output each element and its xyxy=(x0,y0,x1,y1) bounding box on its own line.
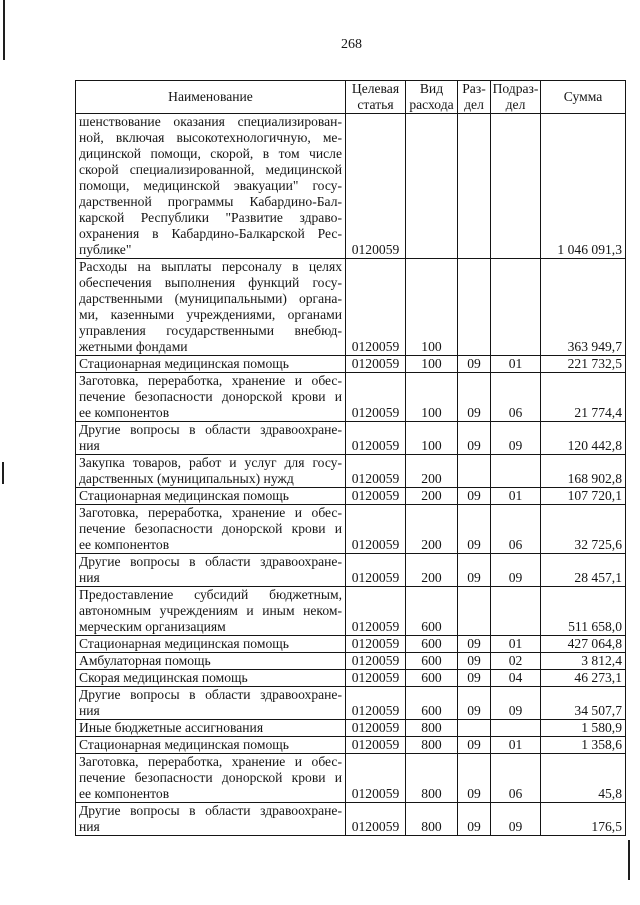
row-name-cell xyxy=(76,488,346,505)
header-type-line: Вид xyxy=(419,81,444,96)
header-section xyxy=(458,81,491,114)
row-section: 09 xyxy=(458,803,491,836)
row-section: 09 xyxy=(458,554,491,587)
row-sum: 1 046 091,3 xyxy=(541,114,626,259)
row-sum: 34 507,7 xyxy=(541,687,626,720)
row-name-line: Заготовка, переработка, хранение и обес- xyxy=(79,373,342,388)
row-name-line: ее компонентов xyxy=(79,405,170,420)
header-sum-label: Сумма xyxy=(563,89,603,104)
row-name-line: ной, включая высокотехнологичную, ме- xyxy=(79,130,342,145)
row-name-cell xyxy=(76,754,346,803)
header-target-line: статья xyxy=(357,97,394,112)
row-name-line: ния xyxy=(79,703,100,718)
header-name xyxy=(76,81,346,114)
scan-edge-mark xyxy=(3,0,5,60)
row-target-article: 0120059 xyxy=(346,737,406,754)
table-body xyxy=(76,114,626,836)
row-sum: 21 774,4 xyxy=(541,373,626,422)
row-name-cell xyxy=(76,720,346,737)
row-target-article: 0120059 xyxy=(346,653,406,670)
row-name-line: ми, казенными учреждениями, органами xyxy=(79,307,342,322)
row-name-line: Стационарная медицинская помощь xyxy=(79,636,289,651)
table-row xyxy=(76,554,626,587)
row-subsection xyxy=(491,114,541,259)
row-target-article: 0120059 xyxy=(346,356,406,373)
table-row xyxy=(76,488,626,505)
row-name-line: мерческим организациям xyxy=(79,619,226,634)
row-sum: 32 725,6 xyxy=(541,505,626,554)
table-row xyxy=(76,737,626,754)
scan-edge-mark xyxy=(2,462,4,484)
row-subsection: 01 xyxy=(491,356,541,373)
row-subsection xyxy=(491,455,541,488)
row-target-article: 0120059 xyxy=(346,505,406,554)
row-name-line: печение безопасности донорской крови и xyxy=(79,389,342,404)
row-name-line: дарственными (муниципальными) органа- xyxy=(79,291,342,306)
row-name-cell xyxy=(76,373,346,422)
row-name-line: Другие вопросы в области здравоохране- xyxy=(79,687,342,702)
row-name-line: скорой специализированной, медицинской xyxy=(79,162,342,177)
table-header xyxy=(76,81,626,114)
row-sum: 363 949,7 xyxy=(541,259,626,356)
header-subsection-line: дел xyxy=(505,97,526,112)
row-target-article: 0120059 xyxy=(346,455,406,488)
header-row xyxy=(76,81,626,114)
row-sum: 3 812,4 xyxy=(541,653,626,670)
row-expense-type: 200 xyxy=(406,505,458,554)
row-name-cell xyxy=(76,587,346,636)
header-sum xyxy=(541,81,626,114)
row-target-article: 0120059 xyxy=(346,636,406,653)
row-name-cell xyxy=(76,505,346,554)
table-row xyxy=(76,803,626,836)
row-target-article: 0120059 xyxy=(346,687,406,720)
header-target-article xyxy=(346,81,406,114)
row-name-line: ния xyxy=(79,438,100,453)
row-name-line: Иные бюджетные ассигнования xyxy=(79,720,264,735)
row-section xyxy=(458,259,491,356)
row-name-line: Скорая медицинская помощь xyxy=(79,670,248,685)
row-name-line: Другие вопросы в области здравоохране- xyxy=(79,554,342,569)
row-name-line: Предоставление субсидий бюджетным, xyxy=(79,587,342,602)
row-name-cell xyxy=(76,653,346,670)
row-expense-type: 800 xyxy=(406,737,458,754)
header-section-line: дел xyxy=(464,97,484,112)
row-name-line: дарственных (муниципальных) нужд xyxy=(79,471,294,486)
row-target-article: 0120059 xyxy=(346,554,406,587)
row-subsection xyxy=(491,259,541,356)
page-number: 268 xyxy=(341,37,362,52)
row-name-line: управления государственными внебюд- xyxy=(79,323,342,338)
row-section: 09 xyxy=(458,737,491,754)
row-subsection: 04 xyxy=(491,670,541,687)
table-row xyxy=(76,356,626,373)
row-name-line: Стационарная медицинская помощь xyxy=(79,737,289,752)
row-name-cell xyxy=(76,422,346,455)
row-name-line: Другие вопросы в области здравоохране- xyxy=(79,422,342,437)
row-section: 09 xyxy=(458,754,491,803)
table-row xyxy=(76,587,626,636)
row-name-cell xyxy=(76,554,346,587)
row-name-line: ния xyxy=(79,819,100,834)
row-target-article: 0120059 xyxy=(346,754,406,803)
row-target-article: 0120059 xyxy=(346,488,406,505)
row-name-cell xyxy=(76,803,346,836)
header-type-line: расхода xyxy=(409,97,454,112)
row-section: 09 xyxy=(458,636,491,653)
budget-table xyxy=(75,80,626,836)
row-sum: 45,8 xyxy=(541,754,626,803)
row-name-cell xyxy=(76,737,346,754)
row-section: 09 xyxy=(458,653,491,670)
row-expense-type: 600 xyxy=(406,670,458,687)
row-sum: 176,5 xyxy=(541,803,626,836)
row-name-line: публике" xyxy=(79,242,132,257)
row-subsection: 09 xyxy=(491,554,541,587)
row-expense-type: 100 xyxy=(406,373,458,422)
scan-edge-mark xyxy=(628,840,630,880)
table-row xyxy=(76,670,626,687)
row-name-line: Расходы на выплаты персоналу в целях xyxy=(79,259,342,274)
table-row xyxy=(76,114,626,259)
row-target-article: 0120059 xyxy=(346,373,406,422)
row-name-cell xyxy=(76,259,346,356)
table-row xyxy=(76,653,626,670)
row-expense-type xyxy=(406,114,458,259)
row-name-line: карской Республики "Развитие здраво- xyxy=(79,210,342,225)
row-expense-type: 600 xyxy=(406,687,458,720)
row-expense-type: 100 xyxy=(406,356,458,373)
row-sum: 221 732,5 xyxy=(541,356,626,373)
row-sum: 46 273,1 xyxy=(541,670,626,687)
row-expense-type: 800 xyxy=(406,754,458,803)
row-sum: 107 720,1 xyxy=(541,488,626,505)
row-sum: 427 064,8 xyxy=(541,636,626,653)
table-row xyxy=(76,687,626,720)
row-expense-type: 200 xyxy=(406,455,458,488)
row-section: 09 xyxy=(458,687,491,720)
row-subsection: 09 xyxy=(491,687,541,720)
row-name-line: дарственной программы Кабардино-Бал- xyxy=(79,194,342,209)
row-subsection: 09 xyxy=(491,422,541,455)
row-name-line: Стационарная медицинская помощь xyxy=(79,488,289,503)
row-target-article: 0120059 xyxy=(346,114,406,259)
row-name-line: ее компонентов xyxy=(79,786,170,801)
row-name-line: дицинской помощи, скорой, в том числе xyxy=(79,146,342,161)
row-section xyxy=(458,455,491,488)
row-name-line: шенствование оказания специализирован- xyxy=(79,114,342,129)
row-sum: 168 902,8 xyxy=(541,455,626,488)
row-subsection: 06 xyxy=(491,754,541,803)
row-name-cell xyxy=(76,114,346,259)
header-subsection-line: Подраз- xyxy=(492,81,539,96)
row-name-line: Другие вопросы в области здравоохране- xyxy=(79,803,342,818)
row-subsection: 09 xyxy=(491,803,541,836)
row-subsection xyxy=(491,720,541,737)
row-section xyxy=(458,720,491,737)
row-name-line: Заготовка, переработка, хранение и обес- xyxy=(79,754,342,769)
row-name-line: печение безопасности донорской крови и xyxy=(79,521,342,536)
row-target-article: 0120059 xyxy=(346,803,406,836)
row-name-line: автономным учреждениям и иным неком- xyxy=(79,603,342,618)
row-target-article: 0120059 xyxy=(346,422,406,455)
row-name-line: обеспечения выполнения функций госу- xyxy=(79,275,342,290)
row-name-cell xyxy=(76,670,346,687)
row-section: 09 xyxy=(458,373,491,422)
row-expense-type: 600 xyxy=(406,636,458,653)
row-subsection: 01 xyxy=(491,488,541,505)
header-expense-type xyxy=(406,81,458,114)
row-target-article: 0120059 xyxy=(346,259,406,356)
row-expense-type: 200 xyxy=(406,488,458,505)
table-row xyxy=(76,259,626,356)
row-expense-type: 800 xyxy=(406,720,458,737)
row-section xyxy=(458,114,491,259)
header-section-line: Раз- xyxy=(462,81,486,96)
row-sum: 1 580,9 xyxy=(541,720,626,737)
table-row xyxy=(76,636,626,653)
header-name-label: Наименование xyxy=(168,89,253,104)
row-section xyxy=(458,587,491,636)
table-row xyxy=(76,754,626,803)
row-sum: 1 358,6 xyxy=(541,737,626,754)
row-name-line: жетными фондами xyxy=(79,339,188,354)
table-row xyxy=(76,422,626,455)
row-expense-type: 800 xyxy=(406,803,458,836)
table-row xyxy=(76,720,626,737)
row-subsection: 02 xyxy=(491,653,541,670)
row-sum: 120 442,8 xyxy=(541,422,626,455)
row-name-line: охранения в Кабардино-Балкарской Рес- xyxy=(79,226,342,241)
header-target-line: Целевая xyxy=(351,81,400,96)
row-target-article: 0120059 xyxy=(346,587,406,636)
row-section: 09 xyxy=(458,670,491,687)
table-row xyxy=(76,455,626,488)
row-expense-type: 600 xyxy=(406,653,458,670)
row-section: 09 xyxy=(458,505,491,554)
row-section: 09 xyxy=(458,422,491,455)
row-expense-type: 600 xyxy=(406,587,458,636)
row-name-line: Амбулаторная помощь xyxy=(79,653,211,668)
row-name-line: ния xyxy=(79,570,100,585)
row-section: 09 xyxy=(458,488,491,505)
row-name-line: помощи, медицинской эвакуации" госу- xyxy=(79,178,342,193)
row-subsection: 06 xyxy=(491,505,541,554)
row-name-line: ее компонентов xyxy=(79,537,170,552)
row-sum: 511 658,0 xyxy=(541,587,626,636)
row-name-cell xyxy=(76,356,346,373)
row-subsection: 01 xyxy=(491,636,541,653)
row-expense-type: 100 xyxy=(406,259,458,356)
row-name-cell xyxy=(76,687,346,720)
row-name-cell xyxy=(76,455,346,488)
row-target-article: 0120059 xyxy=(346,720,406,737)
header-subsection xyxy=(491,81,541,114)
row-name-line: Стационарная медицинская помощь xyxy=(79,356,289,371)
row-name-line: Закупка товаров, работ и услуг для госу- xyxy=(79,455,342,470)
row-subsection xyxy=(491,587,541,636)
row-target-article: 0120059 xyxy=(346,670,406,687)
row-subsection: 06 xyxy=(491,373,541,422)
row-sum: 28 457,1 xyxy=(541,554,626,587)
row-name-cell xyxy=(76,636,346,653)
row-expense-type: 100 xyxy=(406,422,458,455)
row-subsection: 01 xyxy=(491,737,541,754)
row-name-line: печение безопасности донорской крови и xyxy=(79,770,342,785)
row-name-line: Заготовка, переработка, хранение и обес- xyxy=(79,505,342,520)
table-row xyxy=(76,505,626,554)
row-section: 09 xyxy=(458,356,491,373)
row-expense-type: 200 xyxy=(406,554,458,587)
table-row xyxy=(76,373,626,422)
